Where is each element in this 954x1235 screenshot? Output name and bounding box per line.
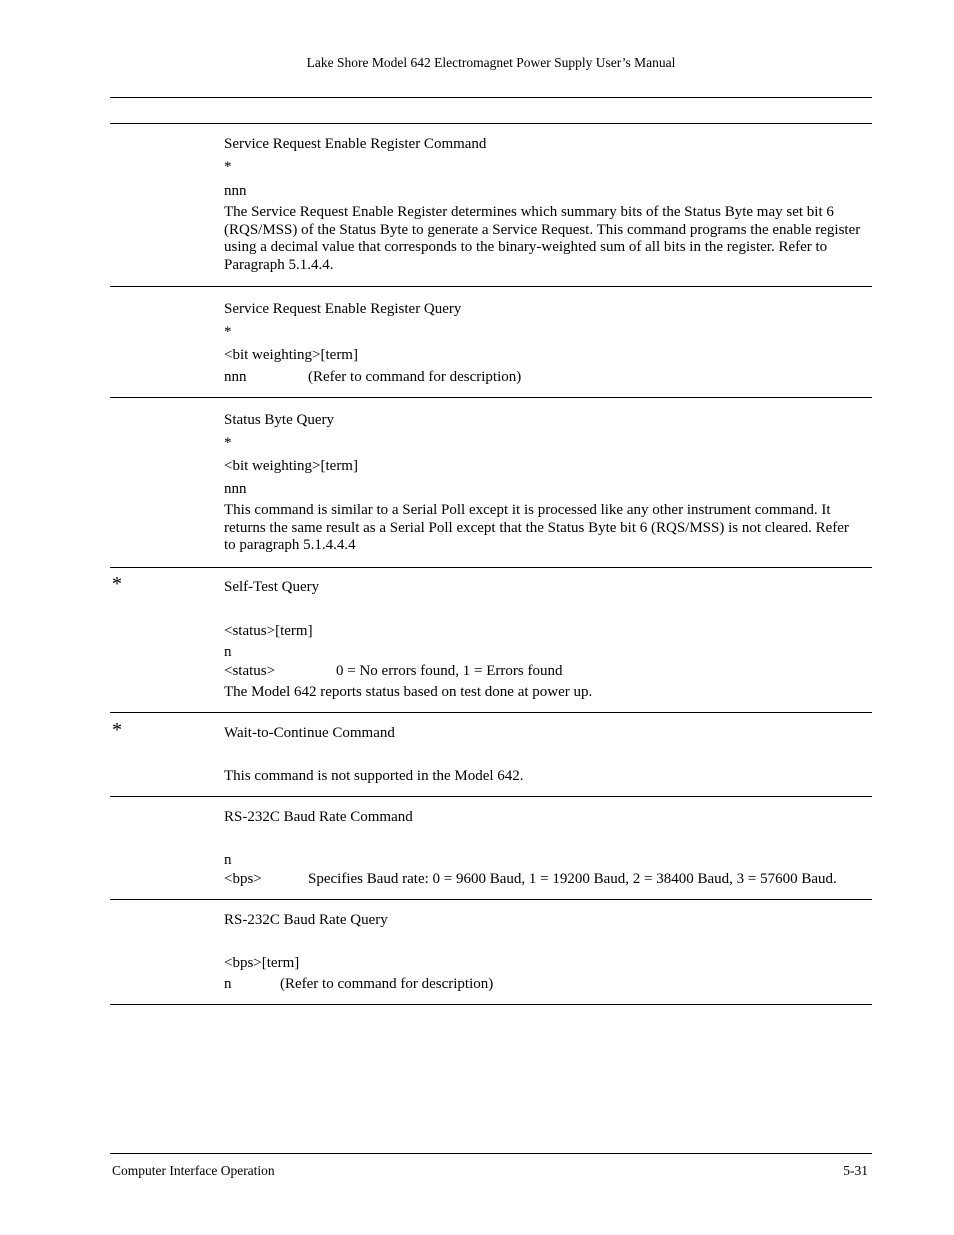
header-rule — [110, 97, 872, 98]
command-name: Service Request Enable Register Command — [224, 136, 487, 152]
parameter-description: 0 = No errors found, 1 = Errors found — [336, 663, 563, 679]
margin-asterisk: * — [112, 573, 122, 595]
return-remark: (Refer to command for description) — [280, 976, 494, 992]
command-asterisk: * — [224, 435, 232, 451]
command-asterisk: * — [224, 324, 232, 340]
divider — [110, 796, 872, 797]
command-description: The Model 642 reports status based on test done at power up. — [224, 684, 593, 700]
command-description: This command is similar to a Serial Poll except it is processed like any other instrument command. It returns the same result as a Serial Poll except that the Status Byte bit 6 (RQS/MSS) is not cleared. Refer to paragraph 5.1.4.4.4 — [224, 502, 849, 554]
command-name: Status Byte Query — [224, 412, 334, 428]
command-name: Self-Test Query — [224, 579, 320, 595]
divider — [110, 712, 872, 713]
margin-asterisk: * — [112, 719, 122, 741]
page-header-title: Lake Shore Model 642 Electromagnet Power Supply User’s Manual — [306, 55, 676, 70]
return-remark: (Refer to command for description) — [308, 369, 522, 385]
command-parameter: nnn — [224, 183, 247, 199]
command-asterisk: * — [224, 159, 232, 175]
returned-value: <bps>[term] — [224, 955, 300, 971]
returned-value: <bit weighting>[term] — [224, 458, 358, 474]
command-name: RS-232C Baud Rate Query — [224, 912, 388, 928]
parameter-name: <bps> — [224, 871, 262, 887]
divider — [110, 1004, 872, 1005]
command-parameter: n — [224, 852, 232, 868]
footer-section-title: Computer Interface Operation — [112, 1163, 275, 1178]
divider — [110, 286, 872, 287]
return-format: n — [224, 976, 232, 992]
return-format: n — [224, 644, 232, 660]
page-number: 5-31 — [843, 1163, 868, 1178]
command-name: Service Request Enable Register Query — [224, 301, 462, 317]
command-description: This command is not supported in the Model 642. — [224, 768, 524, 784]
return-format: nnn — [224, 481, 247, 497]
parameter-name: <status> — [224, 663, 276, 679]
command-name: RS-232C Baud Rate Command — [224, 809, 413, 825]
command-description: The Service Request Enable Register determines which summary bits of the Status Byte may set bit 6 (RQS/MSS) of the Status Byte to generate a Service Request. This command programs the enable register using a decimal value that corresponds to the binary-weighted sum of all bits in the register. Refer to Paragraph 5.1.4.4. — [224, 204, 861, 274]
parameter-description: Specifies Baud rate: 0 = 9600 Baud, 1 = 19200 Baud, 2 = 38400 Baud, 3 = 57600 Baud. — [308, 871, 837, 887]
divider — [110, 397, 872, 398]
divider — [110, 123, 872, 124]
return-format: nnn — [224, 369, 247, 385]
divider — [110, 899, 872, 900]
command-name: Wait-to-Continue Command — [224, 725, 395, 741]
returned-value: <bit weighting>[term] — [224, 347, 358, 363]
divider — [110, 567, 872, 568]
footer-rule — [110, 1153, 872, 1154]
returned-value: <status>[term] — [224, 623, 313, 639]
